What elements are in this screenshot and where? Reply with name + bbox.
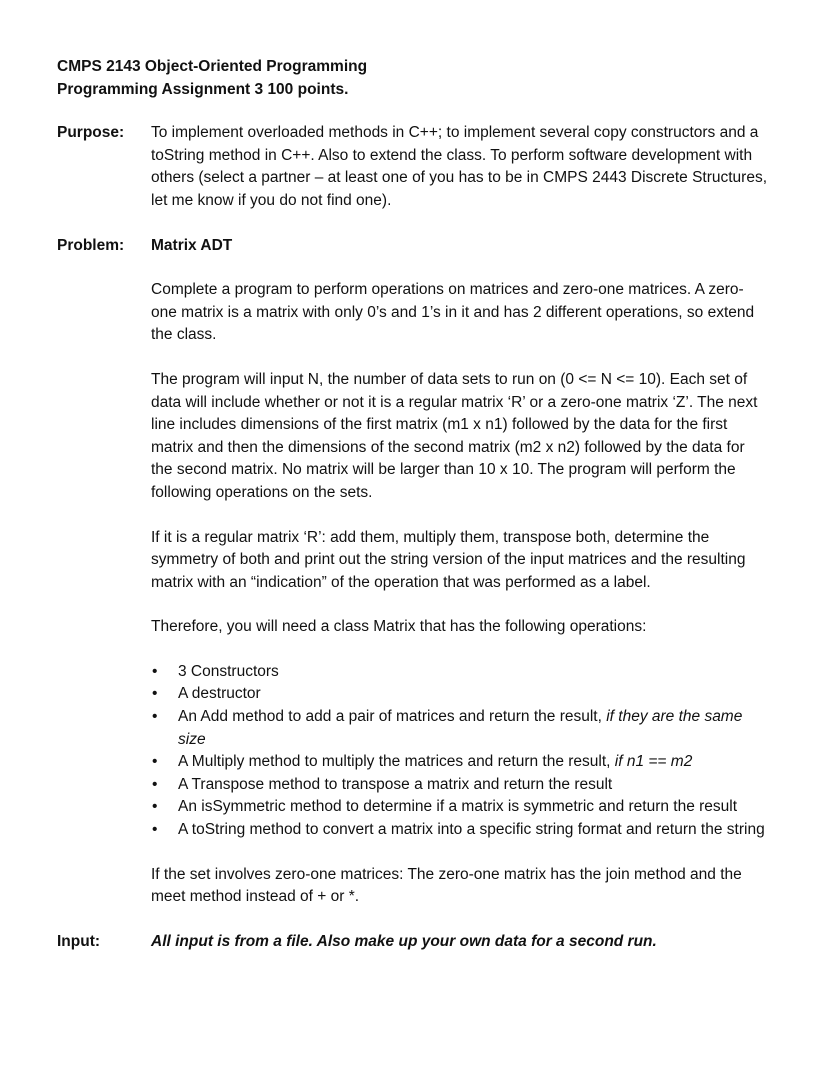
list-item: • A Transpose method to transpose a matrix and return the result (151, 774, 768, 797)
purpose-section (57, 122, 777, 212)
problem-paragraph-4: Therefore, you will need a class Matrix that has the following operations: (151, 618, 647, 636)
problem-section (57, 235, 777, 909)
assignment-title: Programming Assignment 3 100 points. (57, 80, 349, 98)
bullet-icon: • (152, 708, 158, 726)
list-item: • A toString method to convert a matrix into a specific string format and return the string (151, 819, 768, 842)
input-label: Input: (57, 932, 101, 950)
problem-paragraph-5: If the set involves zero-one matrices: The zero-one matrix has the join method and the meet method instead of + or *. (151, 865, 742, 906)
list-item: • An isSymmetric method to determine if a matrix is symmetric and return the result (151, 796, 768, 819)
list-item: • A Multiply method to multiply the matrices and return the result, if n1 == m2 (151, 751, 768, 774)
input-text: All input is from a file. Also make up your own data for a second run. (151, 932, 657, 950)
problem-title: Matrix ADT (151, 236, 233, 254)
purpose-label: Purpose: (57, 124, 125, 142)
course-title: CMPS 2143 Object-Oriented Programming (57, 58, 368, 75)
list-item: • A destructor (151, 683, 768, 706)
operations-list (151, 661, 768, 842)
problem-label: Problem: (57, 236, 125, 254)
document-page (57, 56, 777, 953)
bullet-icon: • (152, 775, 158, 793)
bullet-icon: • (152, 821, 158, 839)
problem-paragraph-2: The program will input N, the number of data sets to run on (0 <= N <= 10). Each set of data will include whether or not it is a regular matrix ‘R’ or a zero-one matrix ‘Z’. The next line includes dimensions of the first matrix (m1 x n1) followed by the data for the first matrix and then the dimensions of the second matrix (m2 x n2) followed by the data for the second matrix. No matrix will be larger than 10 x 10. The program will perform the following operations on the sets. (151, 370, 758, 501)
list-item: • 3 Constructors (151, 661, 768, 684)
input-section (57, 931, 777, 954)
bullet-icon: • (152, 798, 158, 816)
problem-paragraph-1: Complete a program to perform operations on matrices and zero-one matrices. A zero-one matrix is a matrix with only 0’s and 1’s in it and has 2 different operations, so extend the class. (151, 281, 755, 344)
problem-paragraph-3: If it is a regular matrix ‘R’: add them, multiply them, transpose both, determine the symmetry of both and print out the string version of the input matrices and the resulting matrix with an “indication” of the operation that was performed as a label. (151, 528, 746, 591)
purpose-text: To implement overloaded methods in C++; to implement several copy constructors and a toString method in C++. Also to extend the class. To perform software development with others (select a partner – at least one of you has to be in CMPS 2443 Discrete Structures, let me know if you do not find one). (151, 124, 768, 209)
bullet-icon: • (152, 662, 158, 680)
bullet-icon: • (152, 685, 158, 703)
bullet-icon: • (152, 753, 158, 771)
list-item: • An Add method to add a pair of matrices and return the result, if they are the same size (152, 708, 743, 748)
